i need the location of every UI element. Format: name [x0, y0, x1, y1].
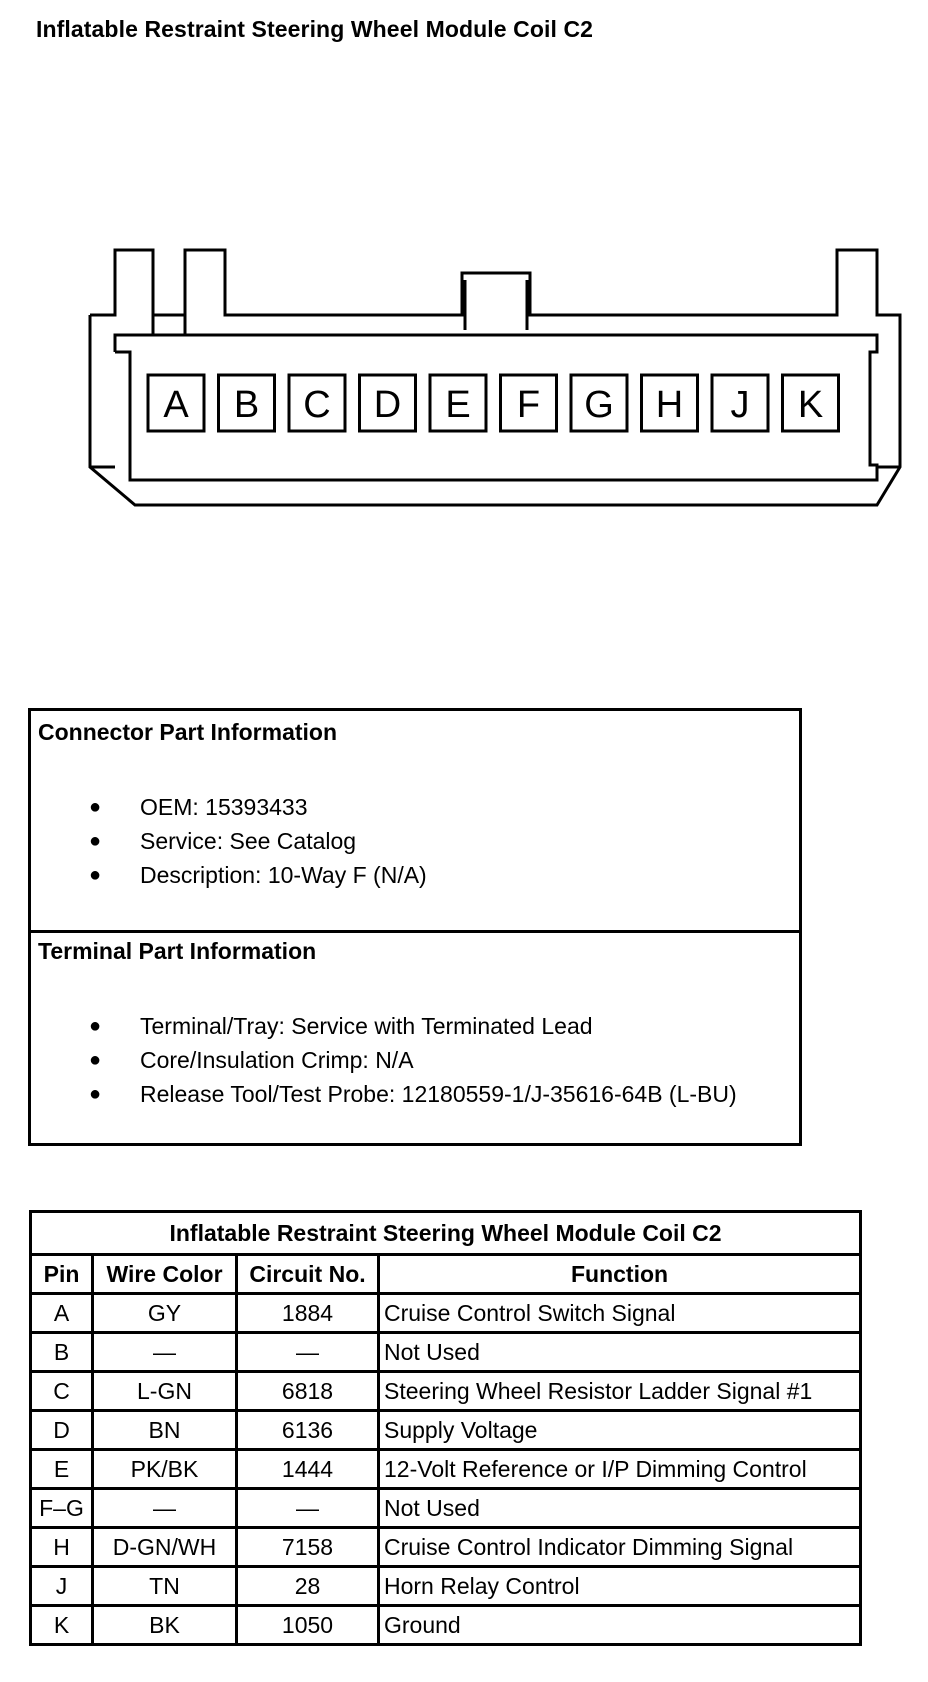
- function-cell: Steering Wheel Resistor Ladder Signal #1: [379, 1372, 861, 1411]
- bullet-icon: ●: [89, 796, 102, 818]
- pin-cell: D: [31, 1411, 93, 1450]
- wire-color-cell: BK: [93, 1606, 237, 1645]
- list-item-text: Release Tool/Test Probe: 12180559-1/J-35616-64B (L-BU): [140, 1081, 737, 1107]
- column-header-pin: Pin: [31, 1255, 93, 1294]
- circuit-cell: —: [237, 1333, 379, 1372]
- circuit-cell: 1050: [237, 1606, 379, 1645]
- circuit-cell: 7158: [237, 1528, 379, 1567]
- pin-label-g: G: [584, 384, 614, 426]
- pin-label-c: C: [303, 384, 331, 426]
- pin-label-e: E: [445, 384, 471, 426]
- bullet-icon: ●: [89, 864, 102, 886]
- circuit-cell: —: [237, 1489, 379, 1528]
- wire-color-cell: D-GN/WH: [93, 1528, 237, 1567]
- connector-part-info: [31, 711, 799, 933]
- function-cell: Cruise Control Switch Signal: [379, 1294, 861, 1333]
- table-row: [31, 1411, 861, 1450]
- pinout-table: [29, 1210, 862, 1646]
- wire-color-cell: —: [93, 1489, 237, 1528]
- pin-cell: B: [31, 1333, 93, 1372]
- page-title: Inflatable Restraint Steering Wheel Module Coil C2: [36, 16, 594, 42]
- pin-label-h: H: [655, 384, 684, 426]
- pin-label-j: J: [730, 384, 750, 426]
- circuit-cell: 1884: [237, 1294, 379, 1333]
- function-cell: Cruise Control Indicator Dimming Signal: [379, 1528, 861, 1567]
- function-cell: Not Used: [379, 1333, 861, 1372]
- pin-label-b: B: [233, 384, 260, 426]
- terminal-part-info: [31, 930, 799, 1146]
- table-title: Inflatable Restraint Steering Wheel Module Coil C2: [31, 1212, 861, 1255]
- wire-color-cell: BN: [93, 1411, 237, 1450]
- bullet-icon: ●: [89, 1083, 102, 1105]
- table-row: [31, 1294, 861, 1333]
- table-row: [31, 1528, 861, 1567]
- list-item-text: Description: 10-Way F (N/A): [140, 862, 427, 888]
- pin-label-d: D: [373, 384, 402, 426]
- wire-color-cell: GY: [93, 1294, 237, 1333]
- function-cell: 12-Volt Reference or I/P Dimming Control: [379, 1450, 861, 1489]
- wire-color-cell: TN: [93, 1567, 237, 1606]
- pin-cell: H: [31, 1528, 93, 1567]
- table-row: [31, 1333, 861, 1372]
- pin-cell: C: [31, 1372, 93, 1411]
- column-header-function: Function: [379, 1255, 861, 1294]
- pin-cell: E: [31, 1450, 93, 1489]
- table-row: [31, 1606, 861, 1645]
- list-item-text: Core/Insulation Crimp: N/A: [140, 1047, 414, 1073]
- pin-label-k: K: [797, 384, 824, 426]
- pin-cell: A: [31, 1294, 93, 1333]
- pin-cell: J: [31, 1567, 93, 1606]
- bullet-icon: ●: [89, 1015, 102, 1037]
- bullet-icon: ●: [89, 1049, 102, 1071]
- connector-pins: [148, 375, 839, 431]
- bullet-icon: ●: [89, 830, 102, 852]
- pin-cell: K: [31, 1606, 93, 1645]
- wire-color-cell: —: [93, 1333, 237, 1372]
- circuit-cell: 28: [237, 1567, 379, 1606]
- list-item-text: OEM: 15393433: [140, 794, 308, 820]
- table-row: [31, 1450, 861, 1489]
- wire-color-cell: L-GN: [93, 1372, 237, 1411]
- function-cell: Horn Relay Control: [379, 1567, 861, 1606]
- list-item-text: Service: See Catalog: [140, 828, 357, 854]
- connector-info-heading: Connector Part Information: [38, 719, 338, 745]
- list-item-text: Terminal/Tray: Service with Terminated Lead: [140, 1013, 593, 1039]
- terminal-info-heading: Terminal Part Information: [38, 938, 317, 964]
- function-cell: Ground: [379, 1606, 861, 1645]
- pin-label-a: A: [163, 384, 189, 426]
- circuit-cell: 1444: [237, 1450, 379, 1489]
- pin-cell: F–G: [31, 1489, 93, 1528]
- wire-color-cell: PK/BK: [93, 1450, 237, 1489]
- table-row: [31, 1567, 861, 1606]
- circuit-cell: 6136: [237, 1411, 379, 1450]
- column-header-wire-color: Wire Color: [93, 1255, 237, 1294]
- column-header-circuit-no: Circuit No.: [237, 1255, 379, 1294]
- function-cell: Supply Voltage: [379, 1411, 861, 1450]
- circuit-cell: 6818: [237, 1372, 379, 1411]
- table-row: [31, 1372, 861, 1411]
- part-info-box: [28, 708, 802, 1146]
- pin-label-f: F: [516, 384, 541, 426]
- connector-diagram: [0, 0, 928, 560]
- table-row: [31, 1489, 861, 1528]
- function-cell: Not Used: [379, 1489, 861, 1528]
